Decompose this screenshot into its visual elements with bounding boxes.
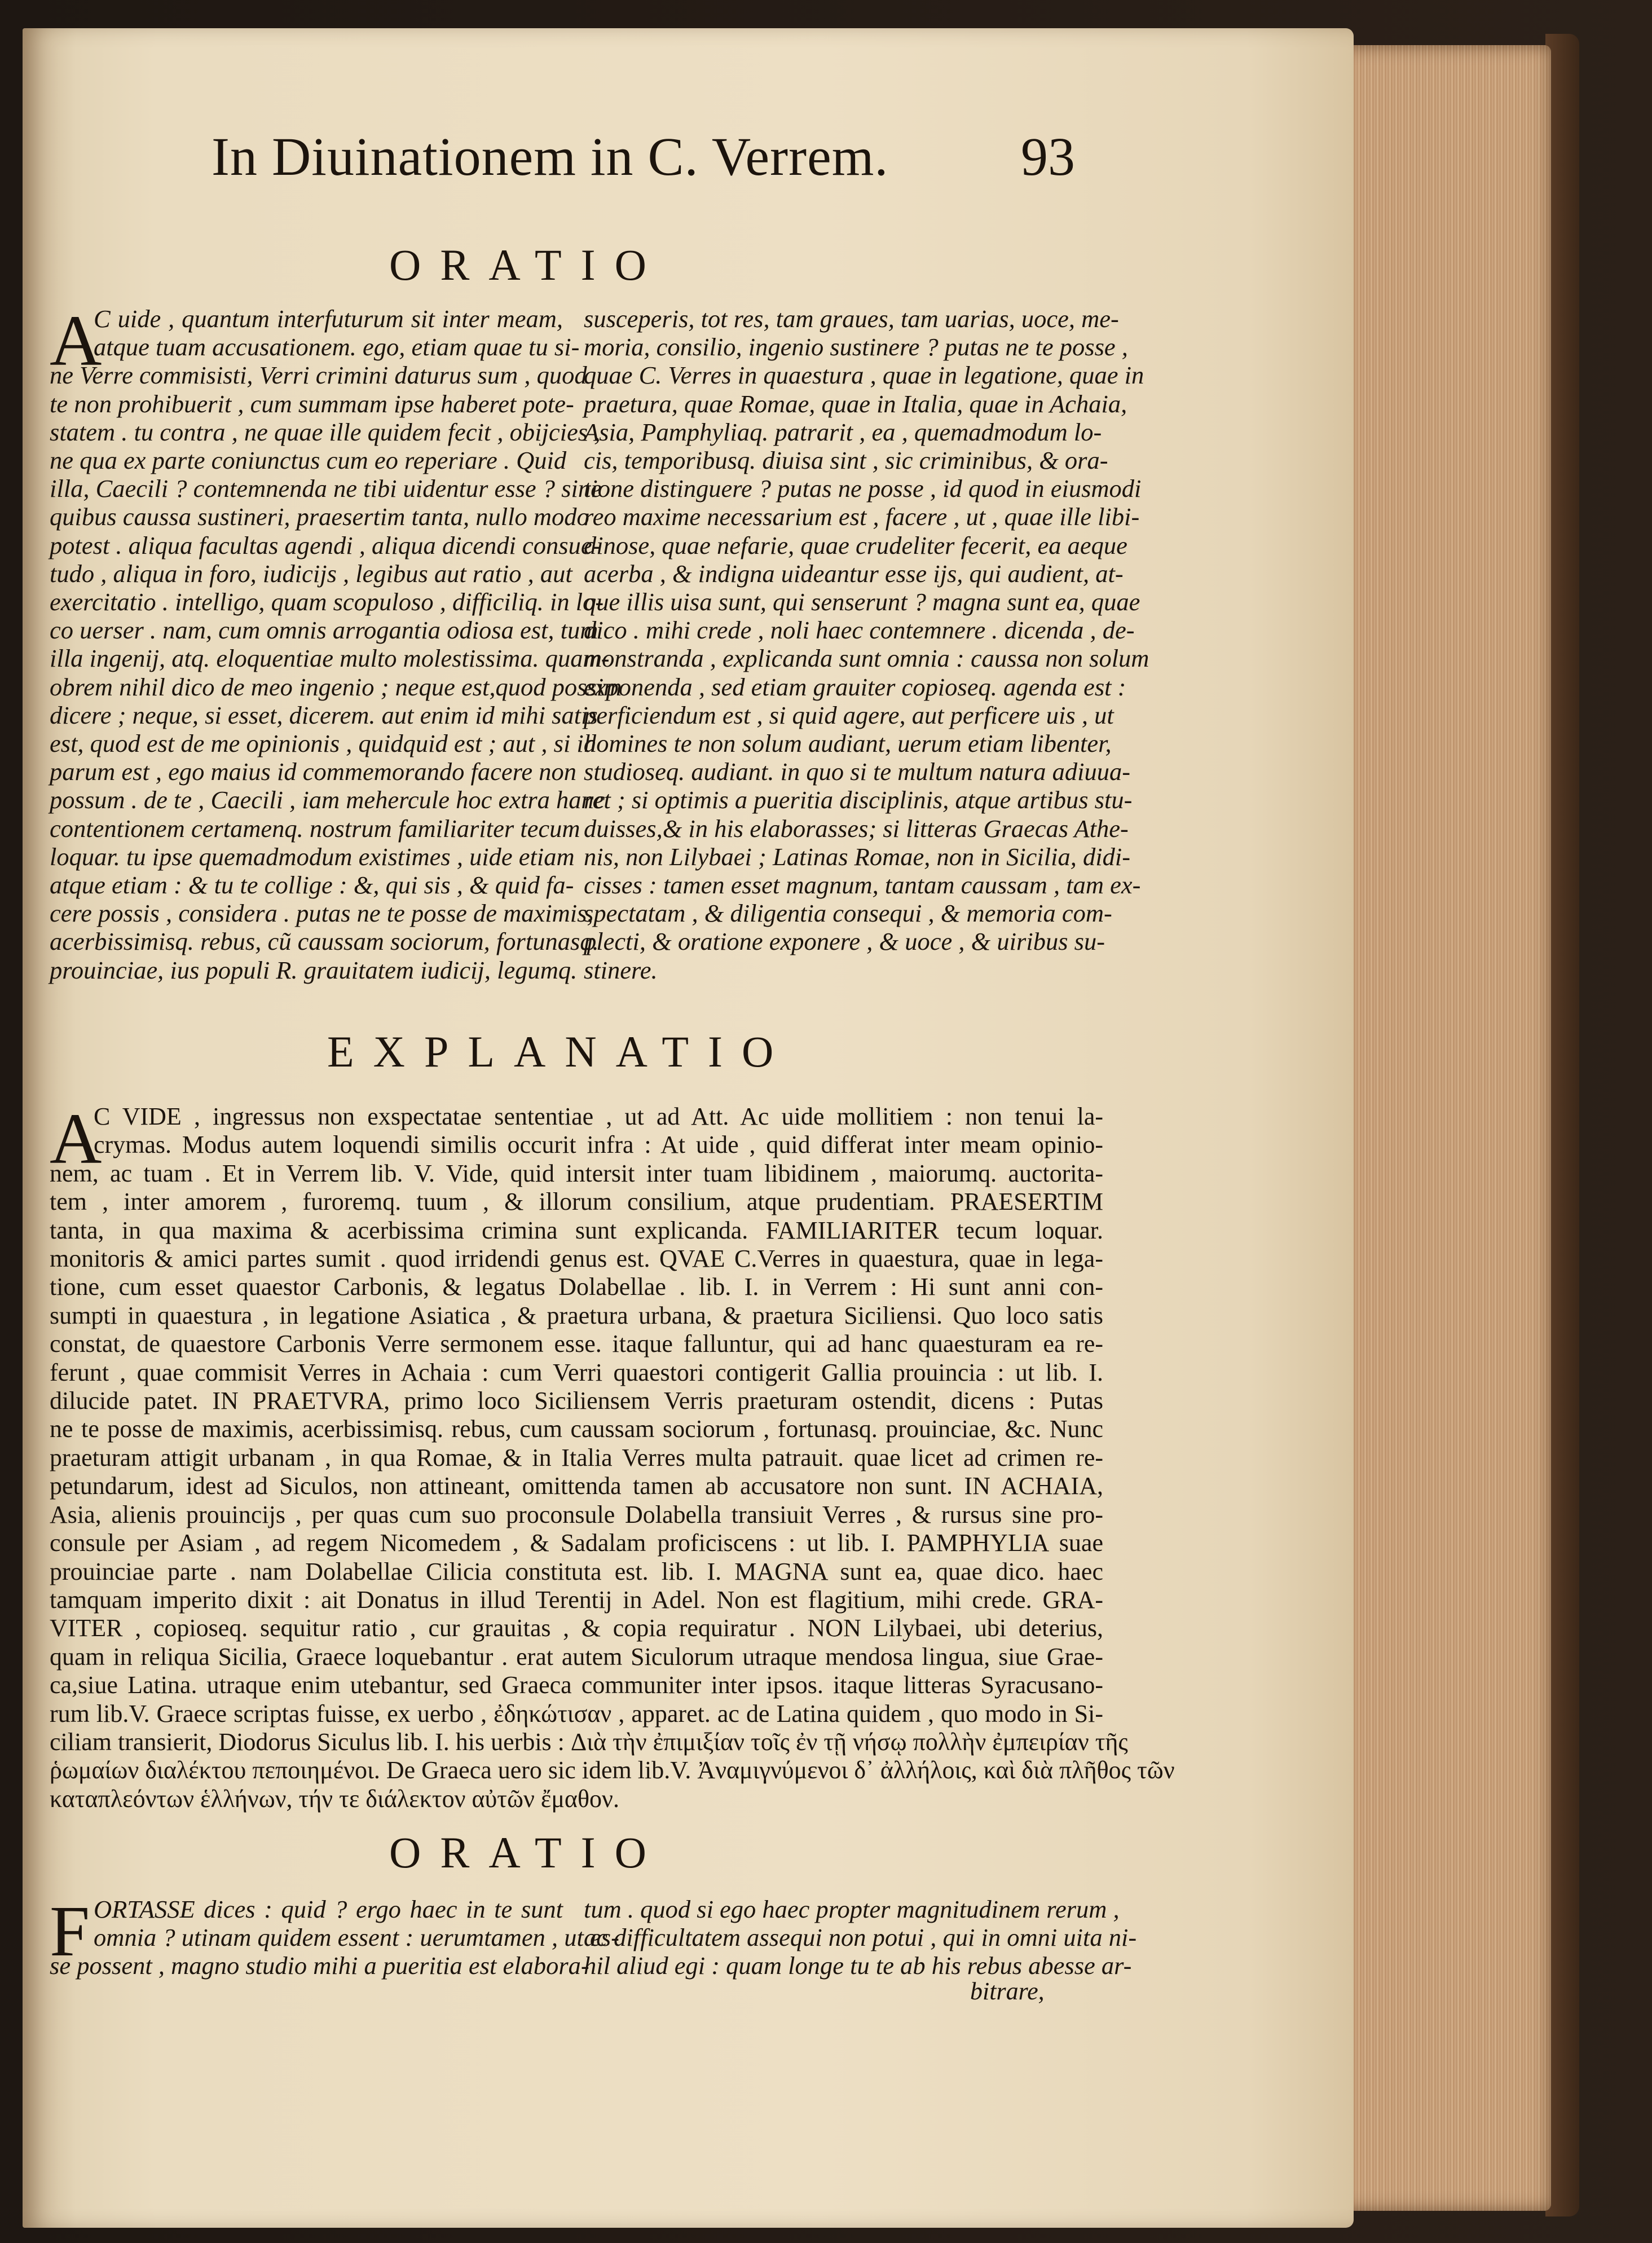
text-line: Asia, Pamphyliaq. patrarit , ea , quemadmodum lo- xyxy=(584,417,1102,446)
text-line: ret ; si optimis a pueritia disciplinis, atque artibus stu- xyxy=(584,786,1133,814)
text-line: loquar. tu ipse quemadmodum existimes , uide etiam xyxy=(50,842,575,871)
text-line: tum . quod si ego haec propter magnitudinem rerum , xyxy=(584,1895,1120,1923)
text-line: atque tuam accusationem. ego, etiam quae tu si- xyxy=(94,333,580,362)
text-line: ORTASSE dices : quid ? ergo haec in te sunt xyxy=(94,1895,563,1923)
text-line: perficiendum est , si quid agere, aut perficere uis , ut xyxy=(584,700,1114,729)
text-line: susceperis, tot res, tam graues, tam uarias, uoce, me- xyxy=(584,305,1119,333)
explanatio-body xyxy=(50,1099,1175,1813)
text-line: atque etiam : & tu te collige : &, qui sis , & quid fa- xyxy=(50,871,574,900)
section-title-explanatio: EXPLANATIO xyxy=(327,1027,793,1076)
text-line: praetura, quae Romae, quae in Italia, quae in Achaia, xyxy=(584,389,1127,418)
text-line: exercitatio . intelligo, quam scopuloso , difficiliq. in lo- xyxy=(50,588,604,616)
text-line: monitoris & amici partes sumit . quod irridendi genus est. QVAE C.Verres in quaestura, quae in lega- xyxy=(50,1245,1103,1273)
text-line: petundarum, idest ad Siculos, non attineant, omittenda tamen ab accusatore non sunt. IN ACHAIA, xyxy=(50,1472,1103,1500)
text-line: ciliam transierit, Diodorus Siculus lib. I. his uerbis : Διὰ τὴν ἐπιμιξίαν τοῖς ἐν τῇ νήσῳ πολλὴν ἐμπειρίαν τῆς xyxy=(50,1728,1128,1756)
text-line: est, quod est de me opinionis , quidquid est ; aut , si id xyxy=(50,729,597,758)
drop-cap: A xyxy=(50,1099,102,1179)
oratio-right-column xyxy=(584,1895,1137,1980)
text-line: constat, de quaestore Carbonis Verre sermonem esse. itaque falluntur, qui ad hanc quaesturam ea re- xyxy=(50,1330,1103,1358)
text-line: ῥωμαίων διαλέκτου πεποιημένοι. De Graeca uero sic idem lib.V. Ἀναμιγνύμενοι δ᾽ ἀλλήλοις, καὶ διὰ πλῆθος τῶν xyxy=(50,1756,1175,1784)
drop-cap: A xyxy=(50,301,102,381)
text-line: καταπλεόντων ἑλλήνων, τήν τε διάλεκτον αὐτῶν ἔμαθον. xyxy=(50,1784,619,1813)
text-line: quae C. Verres in quaestura , quae in legatione, quae in xyxy=(584,361,1144,390)
text-line: tione distinguere ? putas ne posse , id quod in eiusmodi xyxy=(584,474,1142,503)
text-line: monstranda , explicanda sunt omnia : caussa non solum xyxy=(584,644,1149,673)
text-line: cere possis , considera . putas ne te posse de maximis, xyxy=(50,899,593,928)
text-line: possum . de te , Caecili , iam mehercule hoc extra hanc xyxy=(50,786,605,814)
text-line: VITER , copioseq. sequitur ratio , cur grauitas , & copia requiratur . NON Lilybaei, ubi deterius, xyxy=(50,1614,1103,1642)
text-line: Asia, alienis prouincijs , per quas cum suo proconsule Dolabella transiuit Verres , & rursus sine pro- xyxy=(50,1500,1103,1528)
catchword: bitrare, xyxy=(970,1977,1045,2005)
text-line: hil aliud egi : quam longe tu te ab his rebus abesse ar- xyxy=(584,1951,1132,1980)
text-line: tanta, in qua maxima & acerbissima crimina sunt explicanda. FAMILIARITER tecum loquar. xyxy=(50,1216,1103,1244)
text-line: dicere ; neque, si esset, dicerem. aut enim id mihi satis xyxy=(50,700,598,729)
text-line: ne qua ex parte coniunctus cum eo reperiare . Quid xyxy=(50,446,567,475)
text-line: tem , inter amorem , furoremq. tuum , & illorum consilium, atque prudentiam. PRAESERTIM xyxy=(50,1188,1103,1216)
text-line: stinere. xyxy=(584,955,658,984)
text-line: ac difficultatem assequi non potui , qui in omni uita ni- xyxy=(584,1923,1137,1952)
text-line: tudo , aliqua in foro, iudicijs , legibus aut ratio , aut xyxy=(50,559,572,588)
text-line: ca,siue Latina. utraque enim utebantur, sed Graeca communiter inter ipsos. itaque litteras Syracusano- xyxy=(50,1671,1103,1699)
text-line: praeturam attigit urbanam , in qua Romae, & in Italia Verres multa patrauit. quae licet ad crimen re- xyxy=(50,1443,1103,1471)
text-line: duisses,& in his elaborasses; si litteras Graecas Athe- xyxy=(584,814,1129,843)
text-line: dico . mihi crede , noli haec contemnere . dicenda , de- xyxy=(584,616,1135,645)
section-title-oratio-2: ORATIO xyxy=(389,1828,666,1877)
page-header xyxy=(0,125,1652,204)
text-line: nem, ac tuam . Et in Verrem lib. V. Vide, quid intersit inter tuam libidinem , maiorumq. auctorita- xyxy=(50,1159,1103,1187)
text-line: te non prohibuerit , cum summam ipse haberet pote- xyxy=(50,389,574,418)
text-line: homines te non solum audiant, uerum etiam libenter, xyxy=(584,729,1112,758)
oratio-right-column xyxy=(584,305,1149,984)
text-line: sumpti in quaestura , in legatione Asiatica , & praetura urbana, & praetura Siciliensi. Quo loco satis xyxy=(50,1301,1103,1329)
text-line: spectatam , & diligentia consequi , & memoria com- xyxy=(584,899,1112,928)
text-line: dilucide patet. IN PRAETVRA, primo loco Siciliensem Verris praeturam ostendit, dicens : Putas xyxy=(50,1387,1103,1415)
text-line: acerba , & indigna uideantur esse ijs, qui audient, at- xyxy=(584,559,1124,588)
text-line: tione, cum esset quaestor Carbonis, & legatus Dolabellae . lib. I. in Verrem : Hi sunt anni con- xyxy=(50,1273,1103,1301)
drop-cap: F xyxy=(50,1891,90,1971)
text-line: omnia ? utinam quidem essent : uerumtamen , ut es- xyxy=(94,1923,619,1952)
running-head: In Diuinationem in C. Verrem. xyxy=(212,126,889,187)
text-line: prouinciae, ius populi R. grauitatem iudicij, legumq. xyxy=(50,955,578,984)
text-line: consule per Asiam , ad regem Nicomedem , & Sadalam proficiscens : ut lib. I. PAMPHYLIA suae xyxy=(50,1529,1103,1557)
oratio-left-column xyxy=(50,1891,619,1980)
text-line: acerbissimisq. rebus, cũ caussam sociorum, fortunasq. xyxy=(50,927,599,956)
text-line: ne te posse de maximis, acerbissimisq. rebus, cum caussam sociorum , fortunasq. prouinciae, &c. Nunc xyxy=(50,1415,1103,1443)
text-line: studioseq. audiant. in quo si te multum natura adiuua- xyxy=(584,757,1131,786)
text-line: C VIDE , ingressus non exspectatae sententiae , ut ad Att. Ac uide mollitiem : non tenui la- xyxy=(94,1103,1103,1130)
text-line: plecti, & oratione exponere , & uoce , & uiribus su- xyxy=(584,927,1105,956)
text-line: ne Verre commisisti, Verri crimini daturus sum , quod xyxy=(50,361,587,390)
text-line: ferunt , quae commisit Verres in Achaia : cum Verri quaestori contigerit Gallia prouincia : ut lib. I. xyxy=(50,1358,1103,1386)
text-line: obrem nihil dico de meo ingenio ; neque est,quod possim xyxy=(50,672,622,701)
section-title-oratio-1: ORATIO xyxy=(389,240,666,289)
text-line: rum lib.V. Graece scriptas fuisse, ex uerbo , ἐδηκώτισαν , apparet. ac de Latina quidem , quo modo in Si- xyxy=(50,1699,1103,1728)
text-line: exponenda , sed etiam grauiter copioseq. agenda est : xyxy=(584,672,1126,701)
text-line: tamquam imperito dixit : ait Donatus in illud Terentij in Adel. Non est flagitium, mihi crede. GRA- xyxy=(50,1585,1103,1614)
text-line: nis, non Lilybaei ; Latinas Romae, non in Sicilia, didi- xyxy=(584,842,1131,871)
text-line: quam in reliqua Sicilia, Graece loquebantur . erat autem Siculorum utraque mendosa lingua, siue Grae- xyxy=(50,1642,1103,1671)
text-line: prouinciae parte . nam Dolabellae Cilicia constituta est. lib. I. MAGNA sunt ea, quae dico. haec xyxy=(50,1557,1103,1585)
text-line: co uerser . nam, cum omnis arrogantia odiosa est, tum xyxy=(50,616,598,645)
text-line: illa, Caecili ? contemnenda ne tibi uidentur esse ? sine xyxy=(50,474,602,503)
text-line: C uide , quantum interfuturum sit inter meam, xyxy=(94,305,563,333)
text-line: cis, temporibusq. diuisa sint , sic criminibus, & ora- xyxy=(584,446,1108,475)
text-line: dinose, quae nefarie, quae crudeliter fecerit, ea aeque xyxy=(584,531,1127,559)
text-line: se possent , magno studio mihi a pueritia est elabora- xyxy=(50,1951,589,1980)
text-line: potest . aliqua facultas agendi , aliqua dicendi consue- xyxy=(50,531,601,559)
text-line: contentionem certamenq. nostrum familiariter tecum xyxy=(50,814,580,843)
text-line: reo maxime necessarium est , facere , ut , quae ille libi- xyxy=(584,503,1140,531)
text-line: statem . tu contra , ne quae ille quidem fecit , obijcies , xyxy=(50,417,601,446)
page-number: 93 xyxy=(1021,126,1075,187)
text-line: crymas. Modus autem loquendi similis occurit infra : At uide , quid differat inter meam opinio- xyxy=(94,1131,1103,1159)
text-line: que illis uisa sunt, qui senserunt ? magna sunt ea, quae xyxy=(584,588,1140,616)
text-line: quibus caussa sustineri, praesertim tanta, nullo modo xyxy=(50,503,589,531)
text-line: moria, consilio, ingenio sustinere ? putas ne te posse , xyxy=(584,333,1128,362)
text-line: cisses : tamen esset magnum, tantam caussam , tam ex- xyxy=(584,871,1141,900)
text-line: illa ingenij, atq. eloquentiae multo molestissima. quam- xyxy=(50,644,610,673)
text-line: parum est , ego maius id commemorando facere non xyxy=(50,757,576,786)
